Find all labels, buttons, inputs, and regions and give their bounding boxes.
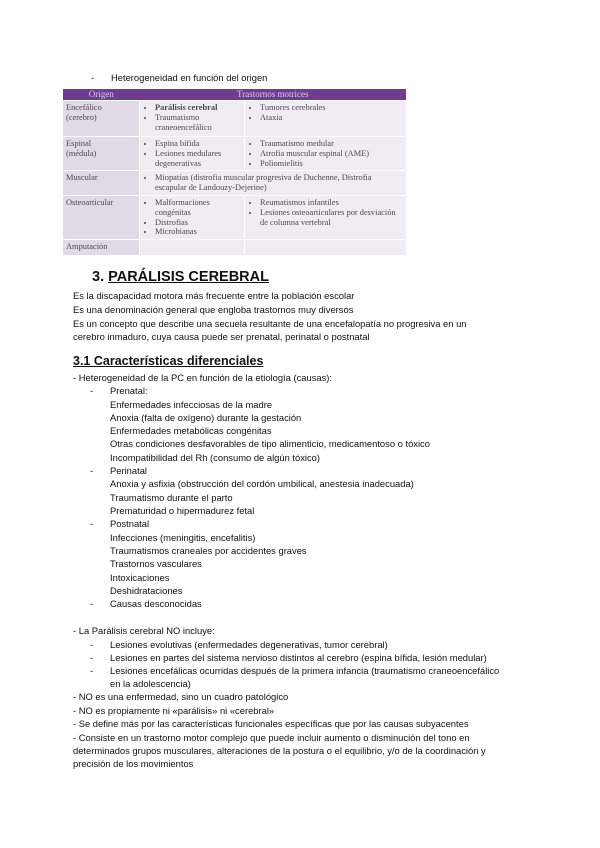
paragraph-line: Es una denominación general que engloba trastornos muy diversos [73,304,354,315]
table-cell-origin [63,240,140,255]
list-item: Otras condiciones desfavorables de tipo alimenticio, medicamentoso o tóxico [110,438,430,449]
paragraph-line: - Se define más por las características funcionales específicas que por las causas subyacentes [73,718,469,729]
list-item: • Espina bífida [155,139,241,149]
list-item: Anoxia y asfixia (obstrucción del cordón umbilical, anestesia inadecuada) [110,478,414,489]
table-cell [140,240,245,255]
list-item: - Lesiones evolutivas (enfermedades degenerativas, tumor cerebral) [110,638,388,651]
section-3-1-heading: 3.1 Características diferenciales [73,354,264,368]
etiology-intro: - Heterogeneidad de la PC en función de la etiología (causas): [73,372,333,383]
intro-bullet: - Heterogeneidad en función del origen [111,71,267,84]
list-item: • Atrofia muscular espinal (AME) [260,149,403,159]
list-item: Enfermedades metabólicas congénitas [110,425,272,436]
list-item: • Malformaciones congénitas [155,198,241,218]
table-row [63,195,406,239]
list-item-continuation: en la adolescencia) [110,678,191,689]
paragraph-line: - Consiste en un trastorno motor complejo que puede incluir aumento o disminución del tono en [73,732,470,743]
list-item: Prematuridad o hipermadurez fetal [110,505,255,516]
section-title: PARÁLISIS CEREBRAL [108,269,269,285]
list-item: • Tumores cerebrales [260,103,403,113]
table-cell [140,101,245,137]
paragraph-line: Es un concepto que describe una secuela resultante de una encefalopatía no progresiva en un [73,318,467,329]
list-item: Anoxia (falta de oxígeno) durante la gestación [110,412,302,423]
motor-disorders-table [63,89,406,255]
prenatal-label: - Prenatal: [110,384,148,397]
list-item: Deshidrataciones [110,585,183,596]
list-item: • Lesiones osteoarticulares por desviación de columna vertebral [260,208,403,228]
section-3-heading [92,269,269,285]
cell-text: (cerebro) [66,112,97,122]
cell-text: Espinal [66,139,92,148]
list-item: Intoxicaciones [110,572,170,583]
table-cell-origin [63,171,140,196]
cell-text: (médula) [66,148,97,158]
list-item: • Poliomielitis [260,159,403,169]
paragraph-line: - NO es propiamente ni «parálisis» ni «cerebral» [73,705,275,716]
list-item: • Ataxia [260,113,403,123]
list-item: • Lesiones medulares degenerativas [155,149,241,169]
table-cell [140,171,407,196]
table-cell [245,195,407,239]
unknown-causes: - Causas desconocidas [110,597,202,610]
no-includes-intro: - La Parálisis cerebral NO incluye: [73,625,215,636]
list-item: • Parálisis cerebral [155,103,241,113]
list-item: Incompatibilidad del Rh (consumo de algún tóxico) [110,452,321,463]
section-number: 3. [92,269,105,285]
cell-text: Osteoarticular [66,197,114,207]
paragraph-line: precisión de los movimientos [73,758,194,769]
table-cell-origin [63,195,140,239]
cell-text: Muscular [66,173,98,183]
list-item: Infecciones (meningitis, encefalitis) [110,532,256,543]
list-item: Traumatismo durante el parto [110,492,233,503]
table-cell [245,240,407,255]
paragraph-line: Es la discapacidad motora más frecuente entre la población escolar [73,290,355,301]
paragraph-line: - NO es una enfermedad, sino un cuadro patológico [73,691,289,702]
list-item: Trastornos vasculares [110,558,202,569]
list-item: Enfermedades infecciosas de la madre [110,399,273,410]
perinatal-label: - Perinatal [110,464,147,477]
list-item: • Reumatismos infantiles [260,198,403,208]
paragraph-line: determinados grupos musculares, alteraciones de la postura o el equilibrio, y/o de la coordinación y [73,745,486,756]
table-row [63,240,406,255]
list-item: • Microbianas [155,227,241,237]
list-item: • Distrofias [155,218,241,228]
table-header-disorders: Trastornos motrices [140,89,407,101]
list-item: • Miopatías (distrofia muscular progresiva de Duchenne, Distrofia escapular de Landouzy-Dejerine) [155,173,403,193]
table-cell-origin [63,137,140,171]
cell-text: Encefálico [66,103,102,112]
table-row [63,137,406,171]
cell-text: Amputación [66,242,108,252]
table-cell [245,101,407,137]
postnatal-label: - Postnatal [110,517,149,530]
paragraph-line: cerebro inmaduro, cuya causa puede ser prenatal, perinatal o postnatal [73,331,370,342]
table-cell [245,137,407,171]
list-item: • Traumatismo craneoencefálico [155,113,241,133]
table-cell-origin [63,101,140,137]
list-item: - Lesiones encefálicas ocurridas después de la primera infancia (traumatismo craneoencefálico [110,664,499,677]
table-header-row [63,89,406,101]
list-item: - Lesiones en partes del sistema nervioso distintos al cerebro (espina bífida, lesión medular) [110,651,487,664]
list-item: • Traumatismo medular [260,139,403,149]
table-row [63,101,406,137]
table-cell [140,137,245,171]
table-header-origin: Origen [63,89,140,101]
table-row [63,171,406,196]
list-item: Traumatismos craneales por accidentes graves [110,545,307,556]
table-cell [140,195,245,239]
